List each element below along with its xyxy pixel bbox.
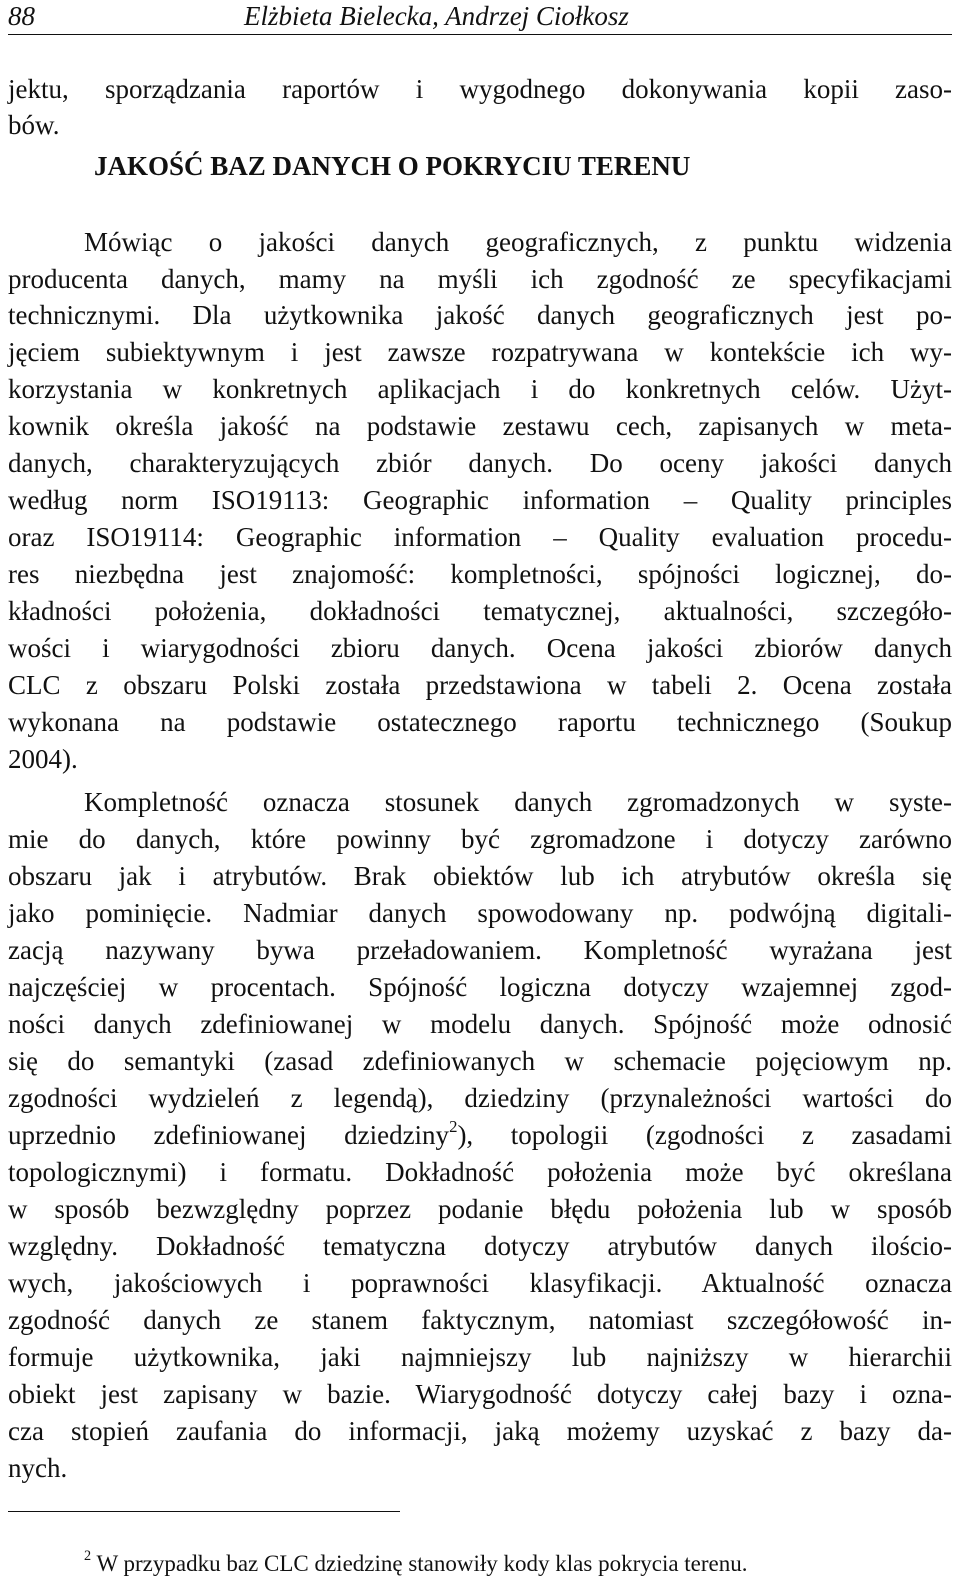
- text-line: korzystania w konkretnych aplikacjach i do konkretnych celów. Użyt-: [8, 374, 952, 404]
- running-head-authors: Elżbieta Bielecka, Andrzej Ciołkosz: [244, 1, 629, 31]
- text-line: danych, charakteryzujących zbiór danych. Do oceny jakości danych: [8, 448, 952, 478]
- footnote: [84, 1549, 748, 1579]
- text-line: obszaru jak i atrybutów. Brak obiektów lub ich atrybutów określa się: [8, 861, 952, 891]
- text-line: formuje użytkownika, jaki najmniejszy lub najniższy w hierarchii: [8, 1342, 952, 1372]
- text-line: obiekt jest zapisany w bazie. Wiarygodność dotyczy całej bazy i ozna-: [8, 1379, 952, 1409]
- running-header: [8, 0, 952, 35]
- text-line: wości i wiarygodności zbioru danych. Ocena jakości zbiorów danych: [8, 633, 952, 663]
- text-line: kładności położenia, dokładności tematycznej, aktualności, szczegóło-: [8, 596, 952, 626]
- text-line: według norm ISO19113: Geographic information – Quality principles: [8, 485, 952, 515]
- text-line: cza stopień zaufania do informacji, jaką możemy uzyskać z bazy da-: [8, 1416, 952, 1446]
- text-line: względny. Dokładność tematyczna dotyczy atrybutów danych ilościo-: [8, 1231, 952, 1261]
- text-line: res niezbędna jest znajomość: kompletności, spójności logicznej, do-: [8, 559, 952, 589]
- text-line: wykonana na podstawie ostatecznego raportu technicznego (Soukup: [8, 707, 952, 737]
- footnote-reference: 2: [449, 1116, 458, 1136]
- text-line: 2004).: [8, 744, 78, 774]
- text-line: nych.: [8, 1453, 68, 1483]
- page-number: 88: [8, 1, 35, 31]
- footnote-marker: 2: [84, 1548, 92, 1565]
- text-line: technicznymi. Dla użytkownika jakość danych geograficznych jest po-: [8, 300, 952, 330]
- text-line: Kompletność oznacza stosunek danych zgromadzonych w syste-: [84, 787, 952, 817]
- text-line: najczęściej w procentach. Spójność logiczna dotyczy wzajemnej zgod-: [8, 972, 952, 1002]
- text-line: zgodności wydzieleń z legendą), dziedziny (przynależności wartości do: [8, 1083, 952, 1113]
- text-line: w sposób bezwzględny poprzez podanie błędu położenia lub w sposób: [8, 1194, 952, 1224]
- text-line: zacją nazywany bywa przeładowaniem. Kompletność wyrażana jest: [8, 935, 952, 965]
- text-line: jako pominięcie. Nadmiar danych spowodowany np. podwójną digitali-: [8, 898, 952, 928]
- text-line: kownik określa jakość na podstawie zestawu cech, zapisanych w meta-: [8, 411, 952, 441]
- text-line: ności danych zdefiniowanej w modelu danych. Spójność może odnosić: [8, 1009, 952, 1039]
- text-line: bów.: [8, 110, 60, 140]
- text-line: zgodność danych ze stanem faktycznym, natomiast szczegółowość in-: [8, 1305, 952, 1335]
- footnote-separator: [8, 1511, 400, 1512]
- text-line: mie do danych, które powinny być zgromadzone i dotyczy zarówno: [8, 824, 952, 854]
- text-line: topologicznymi) i formatu. Dokładność położenia może być określana: [8, 1157, 952, 1187]
- text-line: producenta danych, mamy na myśli ich zgodność ze specyfikacjami: [8, 264, 952, 294]
- text-line: wych, jakościowych i poprawności klasyfikacji. Aktualność oznacza: [8, 1268, 952, 1298]
- text-line-with-footnote-ref: [8, 1117, 952, 1153]
- text-segment: uprzednio zdefiniowanej dziedziny: [8, 1120, 450, 1150]
- text-line: jęciem subiektywnym i jest zawsze rozpatrywana w kontekście ich wy-: [8, 337, 952, 367]
- text-line: jektu, sporządzania raportów i wygodnego dokonywania kopii zaso-: [8, 74, 952, 104]
- text-line: Mówiąc o jakości danych geograficznych, z punktu widzenia: [84, 227, 952, 257]
- section-heading: JAKOŚĆ BAZ DANYCH O POKRYCIU TERENU: [94, 151, 691, 181]
- footnote-text: W przypadku baz CLC dziedzinę stanowiły kody klas pokrycia terenu.: [91, 1551, 748, 1576]
- text-line: oraz ISO19114: Geographic information – Quality evaluation procedu-: [8, 522, 952, 552]
- text-line: się do semantyki (zasad zdefiniowanych w schemacie pojęciowym np.: [8, 1046, 952, 1076]
- text-line: CLC z obszaru Polski została przedstawiona w tabeli 2. Ocena została: [8, 670, 952, 700]
- text-segment: ), topologii (zgodności z zasadami: [457, 1120, 952, 1150]
